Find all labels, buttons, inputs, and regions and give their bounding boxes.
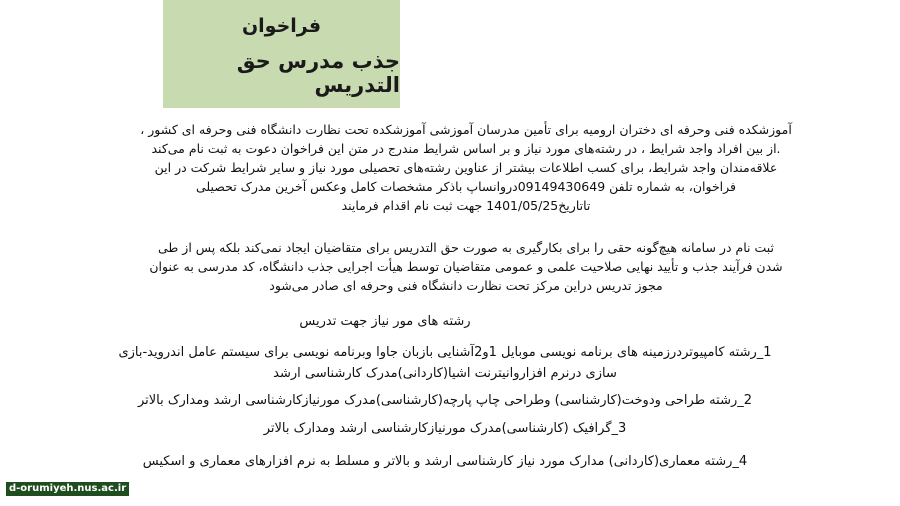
notice-line: ثبت نام در سامانه هیچ‌گونه حقی را برای بکارگیری به صورت حق التدریس برای متقاضیان ایجاد نمی‌کند بلکه پس از طی: [157, 240, 775, 255]
announcement-banner: [163, 0, 400, 108]
field-item-line: سازی درنرم افزاروانیترنت اشیا(کاردانی)مدرک کارشناسی ارشد: [273, 366, 617, 381]
field-item-line: 1_رشته کامپیوتردرزمینه های برنامه نویسی موبایل 1و2آشنایی بازبان جاوا وبرنامه نویسی برای سیستم عامل اندروید-بازی: [118, 345, 772, 360]
intro-paragraph: [110, 120, 822, 215]
site-watermark: d-orumiyeh.nus.ac.ir: [6, 482, 129, 496]
field-item-computer: [60, 342, 830, 384]
fields-heading: رشته های مور نیاز جهت تدریس: [299, 314, 471, 329]
intro-line: .از بین افراد واجد شرایط ، در رشته‌های مورد نیاز و بر اساس شرایط مندرج در متن این فراخوان دعوت به ثبت نام می‌کند: [151, 141, 781, 156]
field-item-graphics: 3_گرافیک (کارشناسی)مدرک مورنیازکارشناسی ارشد ومدارک بالاتر: [263, 421, 627, 436]
intro-line: آموزشکده فنی وحرفه ای دختران ارومیه برای تأمین مدرسان آموزشی آموزشکده تحت نظارت دانشگاه فنی وحرفه ای کشور ،: [140, 122, 792, 137]
intro-line: علاقه‌مندان واجد شرایط، برای کسب اطلاعات بیشتر از عناوین رشته‌های تحصیلی مورد نیاز و سایر شرایط شرکت در این: [154, 160, 778, 175]
field-item-fashion-design: 2_رشته طراحی ودوخت(کارشناسی) وطراحی چاپ پارچه(کارشناسی)مدرک مورنیازکارشناسی ارشد ومدارک بالاتر: [137, 393, 753, 408]
notice-line: شدن فرآیند جذب و تأیید نهایی صلاحیت علمی و عمومی متقاضیان توسط هیأت اجرایی جذب دانشگاه، کد مدرسی به عنوان: [149, 259, 783, 274]
notice-paragraph: [110, 238, 822, 295]
banner-subtitle: جذب مدرس حق التدریس: [236, 49, 400, 97]
intro-line: تاتاریخ1401/05/25 جهت ثبت نام اقدام فرمایند: [341, 198, 591, 213]
banner-title: فراخوان: [241, 15, 322, 37]
notice-line: مجوز تدریس دراین مرکز تحت نظارت دانشگاه فنی وحرفه ای صادر می‌شود: [269, 278, 663, 293]
field-item-architecture: 4_رشته معماری(کاردانی) مدارک مورد نیاز کارشناسی ارشد و بالاتر و مسلط به نرم افزارهای معماری و اسکیس: [142, 454, 748, 469]
intro-line: فراخوان، به شماره تلفن 09149430649دروانساپ باذکر مشخصات کامل وعکس آخرین مدرک تحصیلی: [195, 179, 737, 194]
